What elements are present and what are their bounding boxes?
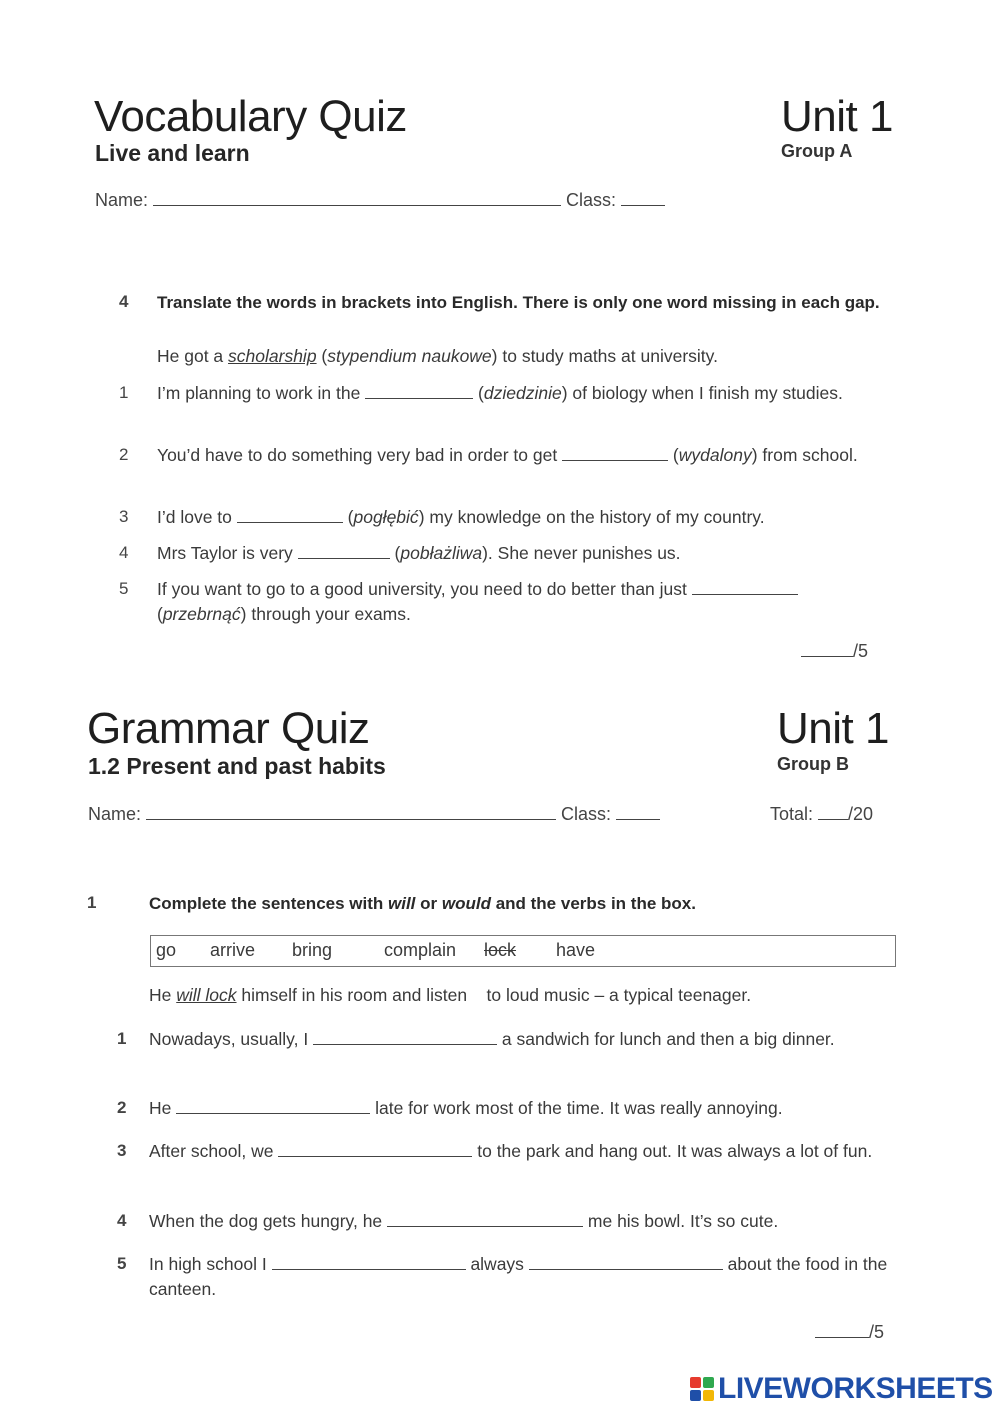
grammar-item	[149, 1027, 849, 1052]
vocab-unit-label: Unit 1	[781, 92, 893, 141]
vocab-answer-input[interactable]	[237, 507, 343, 523]
vocab-item: You’d have to do something very bad in order to get (wydalony) from school.	[157, 445, 858, 465]
grammar-item-number: 3	[117, 1141, 127, 1160]
vocab-example-post: ) to study maths at university.	[491, 346, 718, 366]
vocab-item-text: from school.	[757, 445, 858, 465]
vocab-instruction: Translate the words in brackets into English. There is only one word missing in each gap.	[157, 293, 880, 312]
grammar-score	[815, 1322, 884, 1343]
vocab-item-text: Mrs Taylor is very	[157, 543, 298, 563]
vocab-quiz-subtitle: Live and learn	[95, 140, 250, 166]
grammar-total-field[interactable]	[818, 804, 848, 820]
grammar-item-text: always	[465, 1254, 529, 1274]
vocab-item-number: 1	[119, 383, 129, 402]
grammar-total-label: Total:	[770, 804, 814, 824]
box-word: arrive	[210, 940, 256, 960]
vocab-score	[801, 641, 868, 662]
vocab-item-number: 5	[119, 579, 129, 598]
box-word: have	[556, 940, 596, 960]
vocab-item-hint: pogłębić	[353, 507, 419, 527]
instruction-part: Complete the sentences with	[149, 894, 388, 913]
vocab-name-row	[95, 190, 665, 211]
grammar-score-total: /5	[869, 1322, 885, 1342]
grammar-answer-input[interactable]	[387, 1211, 583, 1227]
liveworksheets-logo	[690, 1372, 993, 1406]
grammar-total-of: /20	[848, 804, 874, 824]
vocab-answer-input[interactable]	[298, 543, 390, 559]
grammar-item	[149, 1209, 889, 1234]
vocab-answer-input[interactable]	[365, 383, 473, 399]
vocab-item-text: If you want to go to a good university, you need to do better than just	[157, 579, 692, 599]
grammar-item-text: Nowadays, usually, I	[149, 1029, 314, 1049]
box-word: bring	[292, 940, 333, 960]
vocab-item-number: 2	[119, 445, 129, 464]
grammar-answer-input[interactable]	[278, 1141, 472, 1157]
grammar-quiz-subtitle: 1.2 Present and past habits	[88, 753, 386, 779]
vocab-item-text: You’d have to do something very bad in order to get	[157, 445, 563, 465]
logo-square	[703, 1377, 714, 1388]
grammar-example-post: himself in his room and listen to loud music – a typical teenager.	[236, 985, 752, 1005]
logo-square	[690, 1377, 701, 1388]
liveworksheets-logo-text: LIVEWORKSHEETS	[718, 1372, 993, 1405]
instruction-part: and the verbs in the box.	[490, 894, 696, 913]
vocab-name-label: Name:	[95, 190, 149, 210]
instruction-would: would	[441, 894, 491, 913]
grammar-item-text: He	[149, 1098, 177, 1118]
vocab-item-hint: wydalony	[678, 445, 752, 465]
box-word: complain	[384, 940, 457, 960]
vocab-item-text: my knowledge on the history of my country.	[424, 507, 765, 527]
vocab-example-answer: scholarship	[228, 346, 317, 366]
grammar-item-number: 2	[117, 1098, 127, 1117]
grammar-item-text: After school, we	[149, 1141, 279, 1161]
grammar-item-number: 4	[117, 1211, 127, 1230]
grammar-unit-label: Unit 1	[777, 704, 889, 753]
grammar-total-row	[770, 804, 873, 825]
grammar-group-label: Group B	[777, 754, 849, 774]
vocab-answer-input[interactable]	[562, 445, 668, 461]
vocab-item: If you want to go to a good university, you need to do better than just (przebrnąć) through your exams.	[157, 577, 867, 627]
vocab-item-hint: pobłażliwa	[400, 543, 483, 563]
vocab-item-hint: dziedzinie	[483, 383, 562, 403]
box-word-used: lock	[484, 940, 517, 960]
vocab-score-field[interactable]	[801, 641, 853, 657]
vocab-item-text: through your exams.	[246, 604, 411, 624]
grammar-quiz-title: Grammar Quiz	[87, 704, 370, 753]
grammar-item-text: In high school I	[149, 1254, 272, 1274]
grammar-exercise-number: 1	[87, 893, 97, 912]
vocab-answer-input[interactable]	[692, 579, 798, 595]
vocab-example-paren: (	[316, 346, 328, 366]
instruction-part: or	[415, 894, 442, 913]
vocab-group-label: Group A	[781, 141, 853, 161]
grammar-item-text: When the dog gets hungry, he	[149, 1211, 388, 1231]
grammar-instruction	[149, 892, 889, 915]
vocab-item: Mrs Taylor is very (pobłażliwa). She never punishes us.	[157, 543, 681, 563]
grammar-class-field[interactable]	[616, 804, 660, 820]
word-box	[150, 935, 896, 967]
vocab-name-field[interactable]	[153, 190, 561, 206]
box-word: go	[156, 940, 177, 960]
grammar-item-text: me his bowl. It’s so cute.	[583, 1211, 779, 1231]
vocab-item-text: of biology when I finish my studies.	[567, 383, 843, 403]
vocab-item: I’d love to (pogłębić) my knowledge on the history of my country.	[157, 507, 765, 527]
liveworksheets-logo-icon	[690, 1377, 714, 1401]
grammar-name-field[interactable]	[146, 804, 556, 820]
vocab-example	[157, 344, 877, 369]
grammar-item	[149, 1139, 889, 1164]
grammar-answer-input[interactable]	[272, 1254, 466, 1270]
vocab-example-pre: He got a	[157, 346, 229, 366]
grammar-class-label: Class:	[561, 804, 612, 824]
grammar-answer-input[interactable]	[176, 1098, 370, 1114]
vocab-exercise-number: 4	[119, 292, 129, 311]
instruction-will: will	[388, 894, 416, 913]
logo-square	[703, 1390, 714, 1401]
grammar-name-row	[88, 804, 660, 825]
grammar-item-text: to the park and hang out. It was always a lot of fun.	[472, 1141, 873, 1161]
grammar-example	[149, 983, 889, 1008]
vocab-item-text: I’m planning to work in the	[157, 383, 366, 403]
grammar-item	[149, 1252, 889, 1302]
grammar-item-number: 1	[117, 1029, 127, 1048]
grammar-item-text: a sandwich for lunch and then a big dinner.	[497, 1029, 835, 1049]
vocab-item-text: I’d love to	[157, 507, 237, 527]
vocab-quiz-title: Vocabulary Quiz	[94, 92, 407, 141]
vocab-item: I’m planning to work in the (dziedzinie) of biology when I finish my studies.	[157, 383, 843, 403]
grammar-item-text: about the food in the canteen.	[149, 1254, 888, 1299]
grammar-item	[149, 1096, 889, 1121]
vocab-item-hint: przebrnąć	[162, 604, 241, 624]
grammar-item-text: late for work most of the time. It was really annoying.	[370, 1098, 783, 1118]
grammar-name-label: Name:	[88, 804, 142, 824]
grammar-answer-input[interactable]	[529, 1254, 723, 1270]
vocab-class-field[interactable]	[621, 190, 665, 206]
vocab-example-hint: stypendium naukowe	[327, 346, 492, 366]
grammar-example-answer: will lock	[176, 985, 237, 1005]
logo-square	[690, 1390, 701, 1401]
vocab-class-label: Class:	[566, 190, 617, 210]
grammar-answer-input[interactable]	[313, 1029, 497, 1045]
grammar-score-field[interactable]	[815, 1322, 869, 1338]
vocab-score-total: /5	[853, 641, 869, 661]
grammar-example-pre: He	[149, 985, 177, 1005]
vocab-item-number: 3	[119, 507, 129, 526]
vocab-item-number: 4	[119, 543, 129, 562]
vocab-item-text: . She never punishes us.	[487, 543, 681, 563]
grammar-item-number: 5	[117, 1254, 127, 1273]
